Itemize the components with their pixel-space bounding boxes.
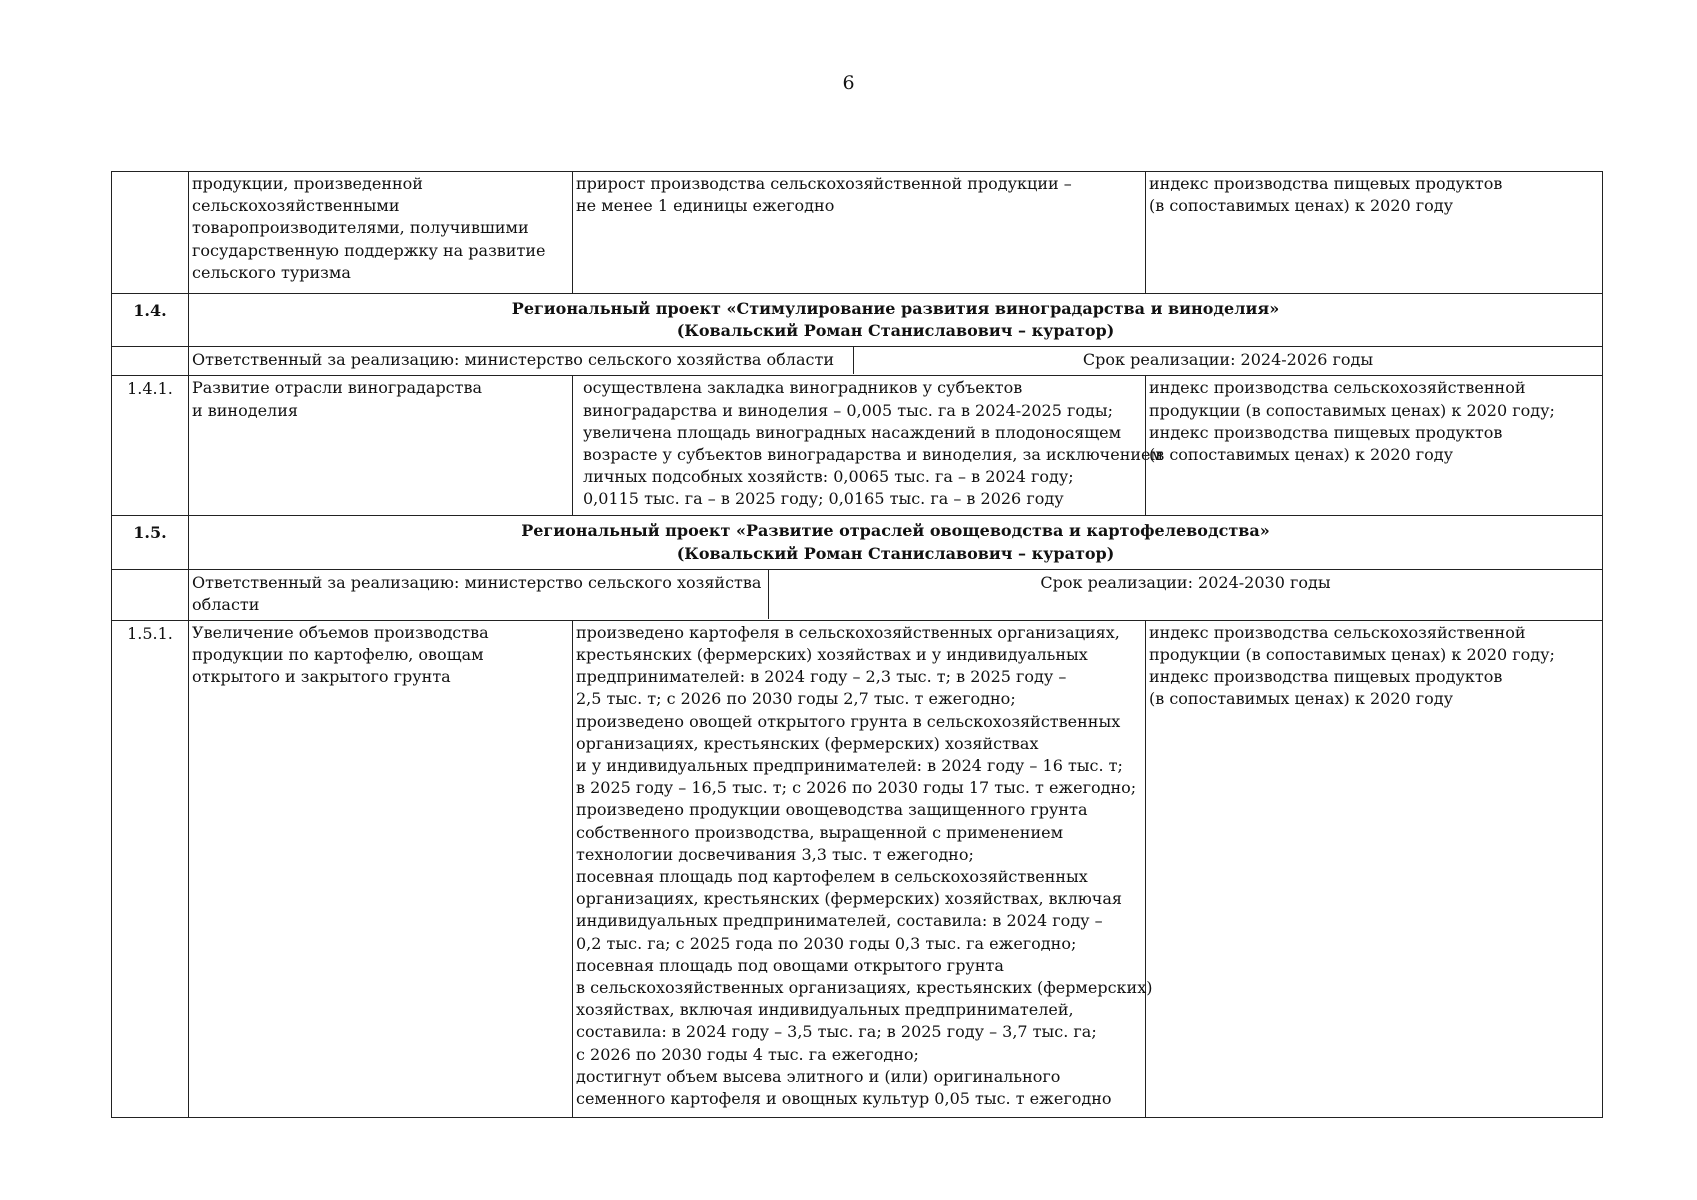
text-line: технологии досвечивания 3,3 тыс. т ежегодно; [576,844,974,864]
cell-task [189,620,573,1117]
text-line: хозяйствах, включая индивидуальных предпринимателей, [576,1000,1074,1020]
text-line: с 2026 по 2030 годы 4 тыс. га ежегодно; [576,1044,919,1064]
text-line: сельскохозяйственными [192,196,400,216]
text-line: Ответственный за реализацию: министерство сельского хозяйства [192,572,762,592]
text-line: области [192,595,260,615]
text-line: произведено картофеля в сельскохозяйственных организациях, [576,622,1120,642]
cell-number-empty [112,347,189,376]
text-line: 2,5 тыс. т; с 2026 по 2030 годы 2,7 тыс. т ежегодно; [576,689,1016,709]
text-line: личных подсобных хозяйств: 0,0065 тыс. га – в 2024 году; [583,467,1074,487]
text-line: организациях, крестьянских (фермерских) хозяйствах, включая [576,889,1122,909]
row-number: 1.4.1. [112,376,189,516]
text-line: крестьянских (фермерских) хозяйствах и у индивидуальных [576,645,1088,665]
text-line: (в сопоставимых ценах) к 2020 году [1149,445,1454,465]
cell-task [189,172,573,294]
text-line: индекс производства пищевых продуктов [1149,422,1503,442]
text-line: Региональный проект «Развитие отраслей овощеводства и картофелеводства» [521,521,1270,541]
table-row-project-1-5 [112,516,1603,569]
text-line: в 2025 году – 16,5 тыс. т; с 2026 по 2030 годы 17 тыс. т ежегодно; [576,778,1137,798]
text-line: виноградарства и виноделия – 0,005 тыс. га в 2024-2025 годы; [583,400,1113,420]
text-line: сельского туризма [192,262,351,282]
text-line: (Ковальский Роман Станиславович – куратор) [676,321,1115,341]
cell-task [189,376,573,516]
cell-indicators [1146,620,1603,1117]
text-line: достигнут объем высева элитного и (или) оригинального [576,1066,1061,1086]
text-line: продукции, произведенной [192,174,423,193]
text-line: 0,0115 тыс. га – в 2025 году; 0,0165 тыс. га – в 2026 году [583,489,1064,509]
text-line: (в сопоставимых ценах) к 2020 году [1149,689,1454,709]
text-line: индекс производства пищевых продуктов [1149,174,1503,193]
cell-results [573,376,1163,516]
project-title [189,516,1603,569]
text-line: произведено продукции овощеводства защищенного грунта [576,800,1088,820]
text-line: Увеличение объемов производства [192,622,489,642]
period-text: Срок реализации: 2024-2030 годы [1040,572,1331,592]
table-row-responsible-1-5 [112,569,1603,620]
text-line: предпринимателей: в 2024 году – 2,3 тыс. т; в 2025 году – [576,667,1067,687]
text-line: Региональный проект «Стимулирование развития виноградарства и виноделия» [511,299,1280,318]
text-line: государственную поддержку на развитие [192,240,546,260]
text-line: осуществлена закладка виноградников у субъектов [583,378,1023,398]
cell-results [573,172,1146,294]
text-line: индекс производства сельскохозяйственной [1149,378,1526,398]
project-number: 1.5. [112,516,189,569]
text-line: Развитие отрасли виноградарства [192,378,483,398]
cell-indicators [1146,376,1603,516]
text-line: прирост производства сельскохозяйственной продукции – [576,174,1072,193]
text-line: увеличена площадь виноградных насаждений в плодоносящем [583,422,1122,442]
text-line: продукции (в сопоставимых ценах) к 2020 году; [1149,400,1555,420]
text-line: и виноделия [192,400,298,420]
period-text: Срок реализации: 2024-2026 годы [1082,350,1374,370]
text-line: продукции по картофелю, овощам [192,645,484,665]
responsible-period-cell [189,347,1603,376]
table-row-responsible-1-4 [112,347,1603,376]
text-line: продукции (в сопоставимых ценах) к 2020 году; [1149,645,1555,665]
table-row-1-5-1 [112,620,1603,1117]
text-line: организациях, крестьянских (фермерских) хозяйствах [576,733,1039,753]
text-line: составила: в 2024 году – 3,5 тыс. га; в 2025 году – 3,7 тыс. га; [576,1022,1097,1042]
cell-results [573,620,1153,1117]
page-number: 6 [842,72,855,94]
cell-number-empty [112,569,189,620]
text-line: открытого и закрытого грунта [192,667,451,687]
text-line: возрасте у субъектов виноградарства и виноделия, за исключением [583,445,1163,465]
table-row-project-1-4 [112,294,1603,347]
project-title [189,294,1603,347]
responsible-period-cell [189,569,1603,620]
text-line: произведено овощей открытого грунта в сельскохозяйственных [576,711,1121,731]
row-number: 1.5.1. [112,620,189,1117]
text-line: (в сопоставимых ценах) к 2020 году [1149,196,1454,216]
text-line: (Ковальский Роман Станиславович – куратор) [676,543,1115,563]
cell-number-empty [112,172,189,294]
text-line: посевная площадь под картофелем в сельскохозяйственных [576,867,1088,887]
cell-indicators [1146,172,1603,294]
text-line: индекс производства пищевых продуктов [1149,667,1503,687]
text-line: индекс производства сельскохозяйственной [1149,622,1526,642]
table-row-1-4-1 [112,376,1603,516]
measures-table [111,171,1603,1118]
text-line: в сельскохозяйственных организациях, крестьянских (фермерских) [576,978,1153,998]
text-line: семенного картофеля и овощных культур 0,05 тыс. т ежегодно [576,1089,1112,1109]
project-number: 1.4. [112,294,189,347]
text-line: индивидуальных предпринимателей, составила: в 2024 году – [576,911,1103,931]
responsible-text [189,570,769,619]
text-line: посевная площадь под овощами открытого грунта [576,955,1004,975]
text-line: товаропроизводителями, получившими [192,218,529,238]
text-line: и у индивидуальных предпринимателей: в 2024 году – 16 тыс. т; [576,756,1123,776]
responsible-text: Ответственный за реализацию: министерство сельского хозяйства области [189,347,854,373]
text-line: не менее 1 единицы ежегодно [576,196,835,216]
text-line: собственного производства, выращенной с применением [576,822,1064,842]
text-line: 0,2 тыс. га; с 2025 года по 2030 годы 0,3 тыс. га ежегодно; [576,933,1077,953]
table-row-continuation [112,172,1603,294]
